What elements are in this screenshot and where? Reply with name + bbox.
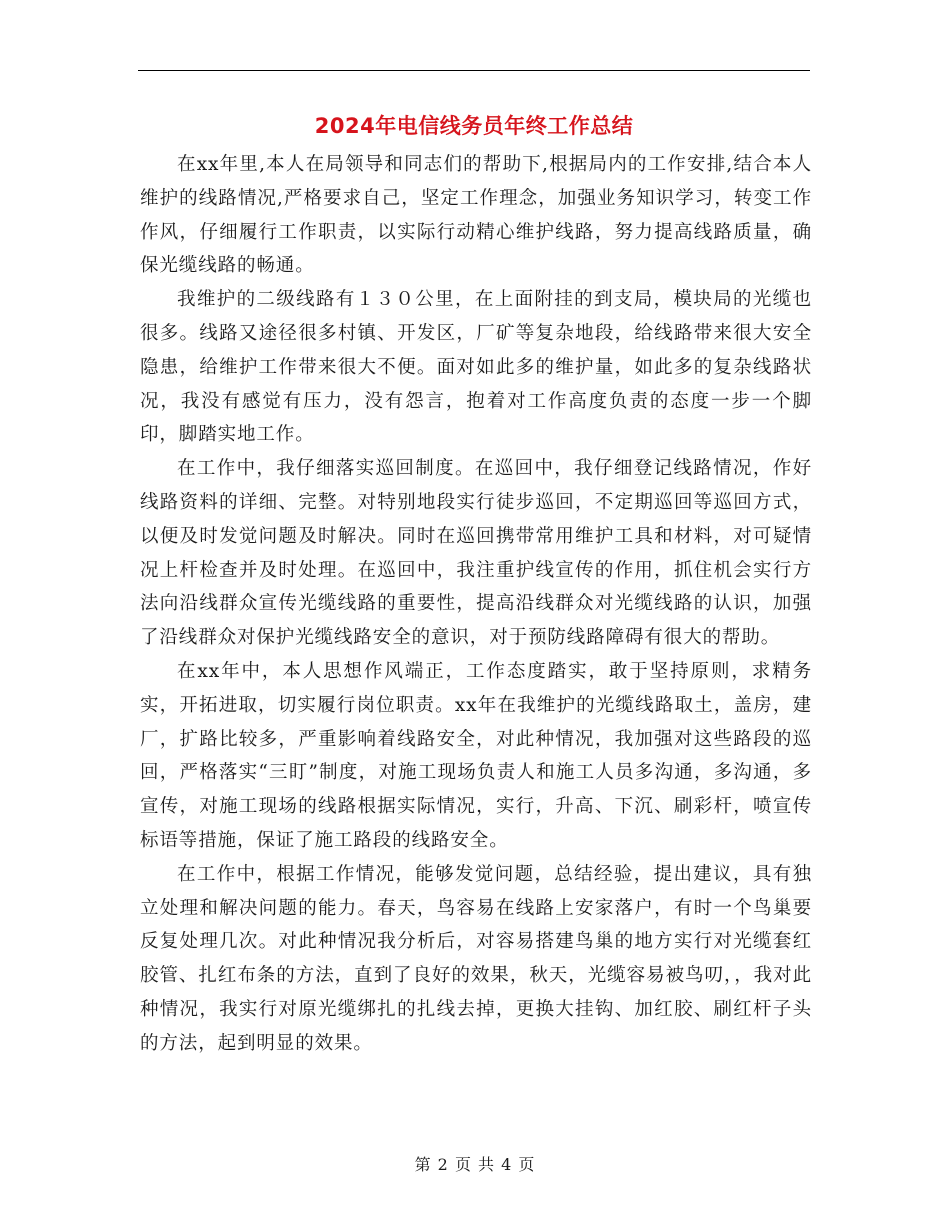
header-rule: [138, 70, 810, 71]
paragraph-1: 在xx年里,本人在局领导和同志们的帮助下,根据局内的工作安排,结合本人维护的线路情况,严格要求自己，坚定工作理念，加强业务知识学习，转变工作作风，仔细履行工作职责，以实际行动精心维护线路，努力提高线路质量，确保光缆线路的畅通。: [140, 154, 812, 277]
paragraph-2: 我维护的二级线路有１３０公里，在上面附挂的到支局，模块局的光缆也很多。线路又途径很多村镇、开发区，厂矿等复杂地段，给线路带来很大安全隐患，给维护工作带来很大不便。面对如此多的维护量，如此多的复杂线路状况，我没有感觉有压力，没有怨言，抱着对工作高度负责的态度一步一个脚印，脚踏实地工作。: [140, 289, 812, 446]
document-body: [140, 148, 812, 1061]
paragraph-4: 在xx年中，本人思想作风端正，工作态度踏实，敢于坚持原则，求精务实，开拓进取，切实履行岗位职责。xx年在我维护的光缆线路取土，盖房，建厂，扩路比较多，严重影响着线路安全，对此种情况，我加强对这些路段的巡回，严格落实“三盯”制度，对施工现场负责人和施工人员多沟通，多沟通，多宣传，对施工现场的线路根据实际情况，实行，升高、下沉、刷彩杆，喷宣传标语等措施，保证了施工路段的线路安全。: [140, 660, 812, 851]
paragraph-3: 在工作中，我仔细落实巡回制度。在巡回中，我仔细登记线路情况，作好线路资料的详细、完整。对特别地段实行徒步巡回，不定期巡回等巡回方式，以便及时发觉问题及时解决。同时在巡回携带常用维护工具和材料，对可疑情况上杆检查并及时处理。在巡回中，我注重护线宣传的作用，抓住机会实行方法向沿线群众宣传光缆线路的重要性，提高沿线群众对光缆线路的认识，加强了沿线群众对保护光缆线路安全的意识，对于预防线路障碍有很大的帮助。: [140, 458, 812, 649]
page-number: 第 2 页 共 4 页: [414, 1155, 536, 1174]
paragraph-5: 在工作中，根据工作情况，能够发觉问题，总结经验，提出建议，具有独立处理和解决问题的能力。春天，鸟容易在线路上安家落户，有时一个鸟巢要反复处理几次。对此种情况我分析后，对容易搭建鸟巢的地方实行对光缆套红胶管、扎红布条的方法，直到了良好的效果，秋天，光缆容易被鸟叨，，我对此种情况，我实行对原光缆绑扎的扎线去掉，更换大挂钩、加红胶、刷红杆子头的方法，起到明显的效果。: [140, 863, 812, 1054]
document-title: 2024年电信线务员年终工作总结: [314, 114, 634, 138]
